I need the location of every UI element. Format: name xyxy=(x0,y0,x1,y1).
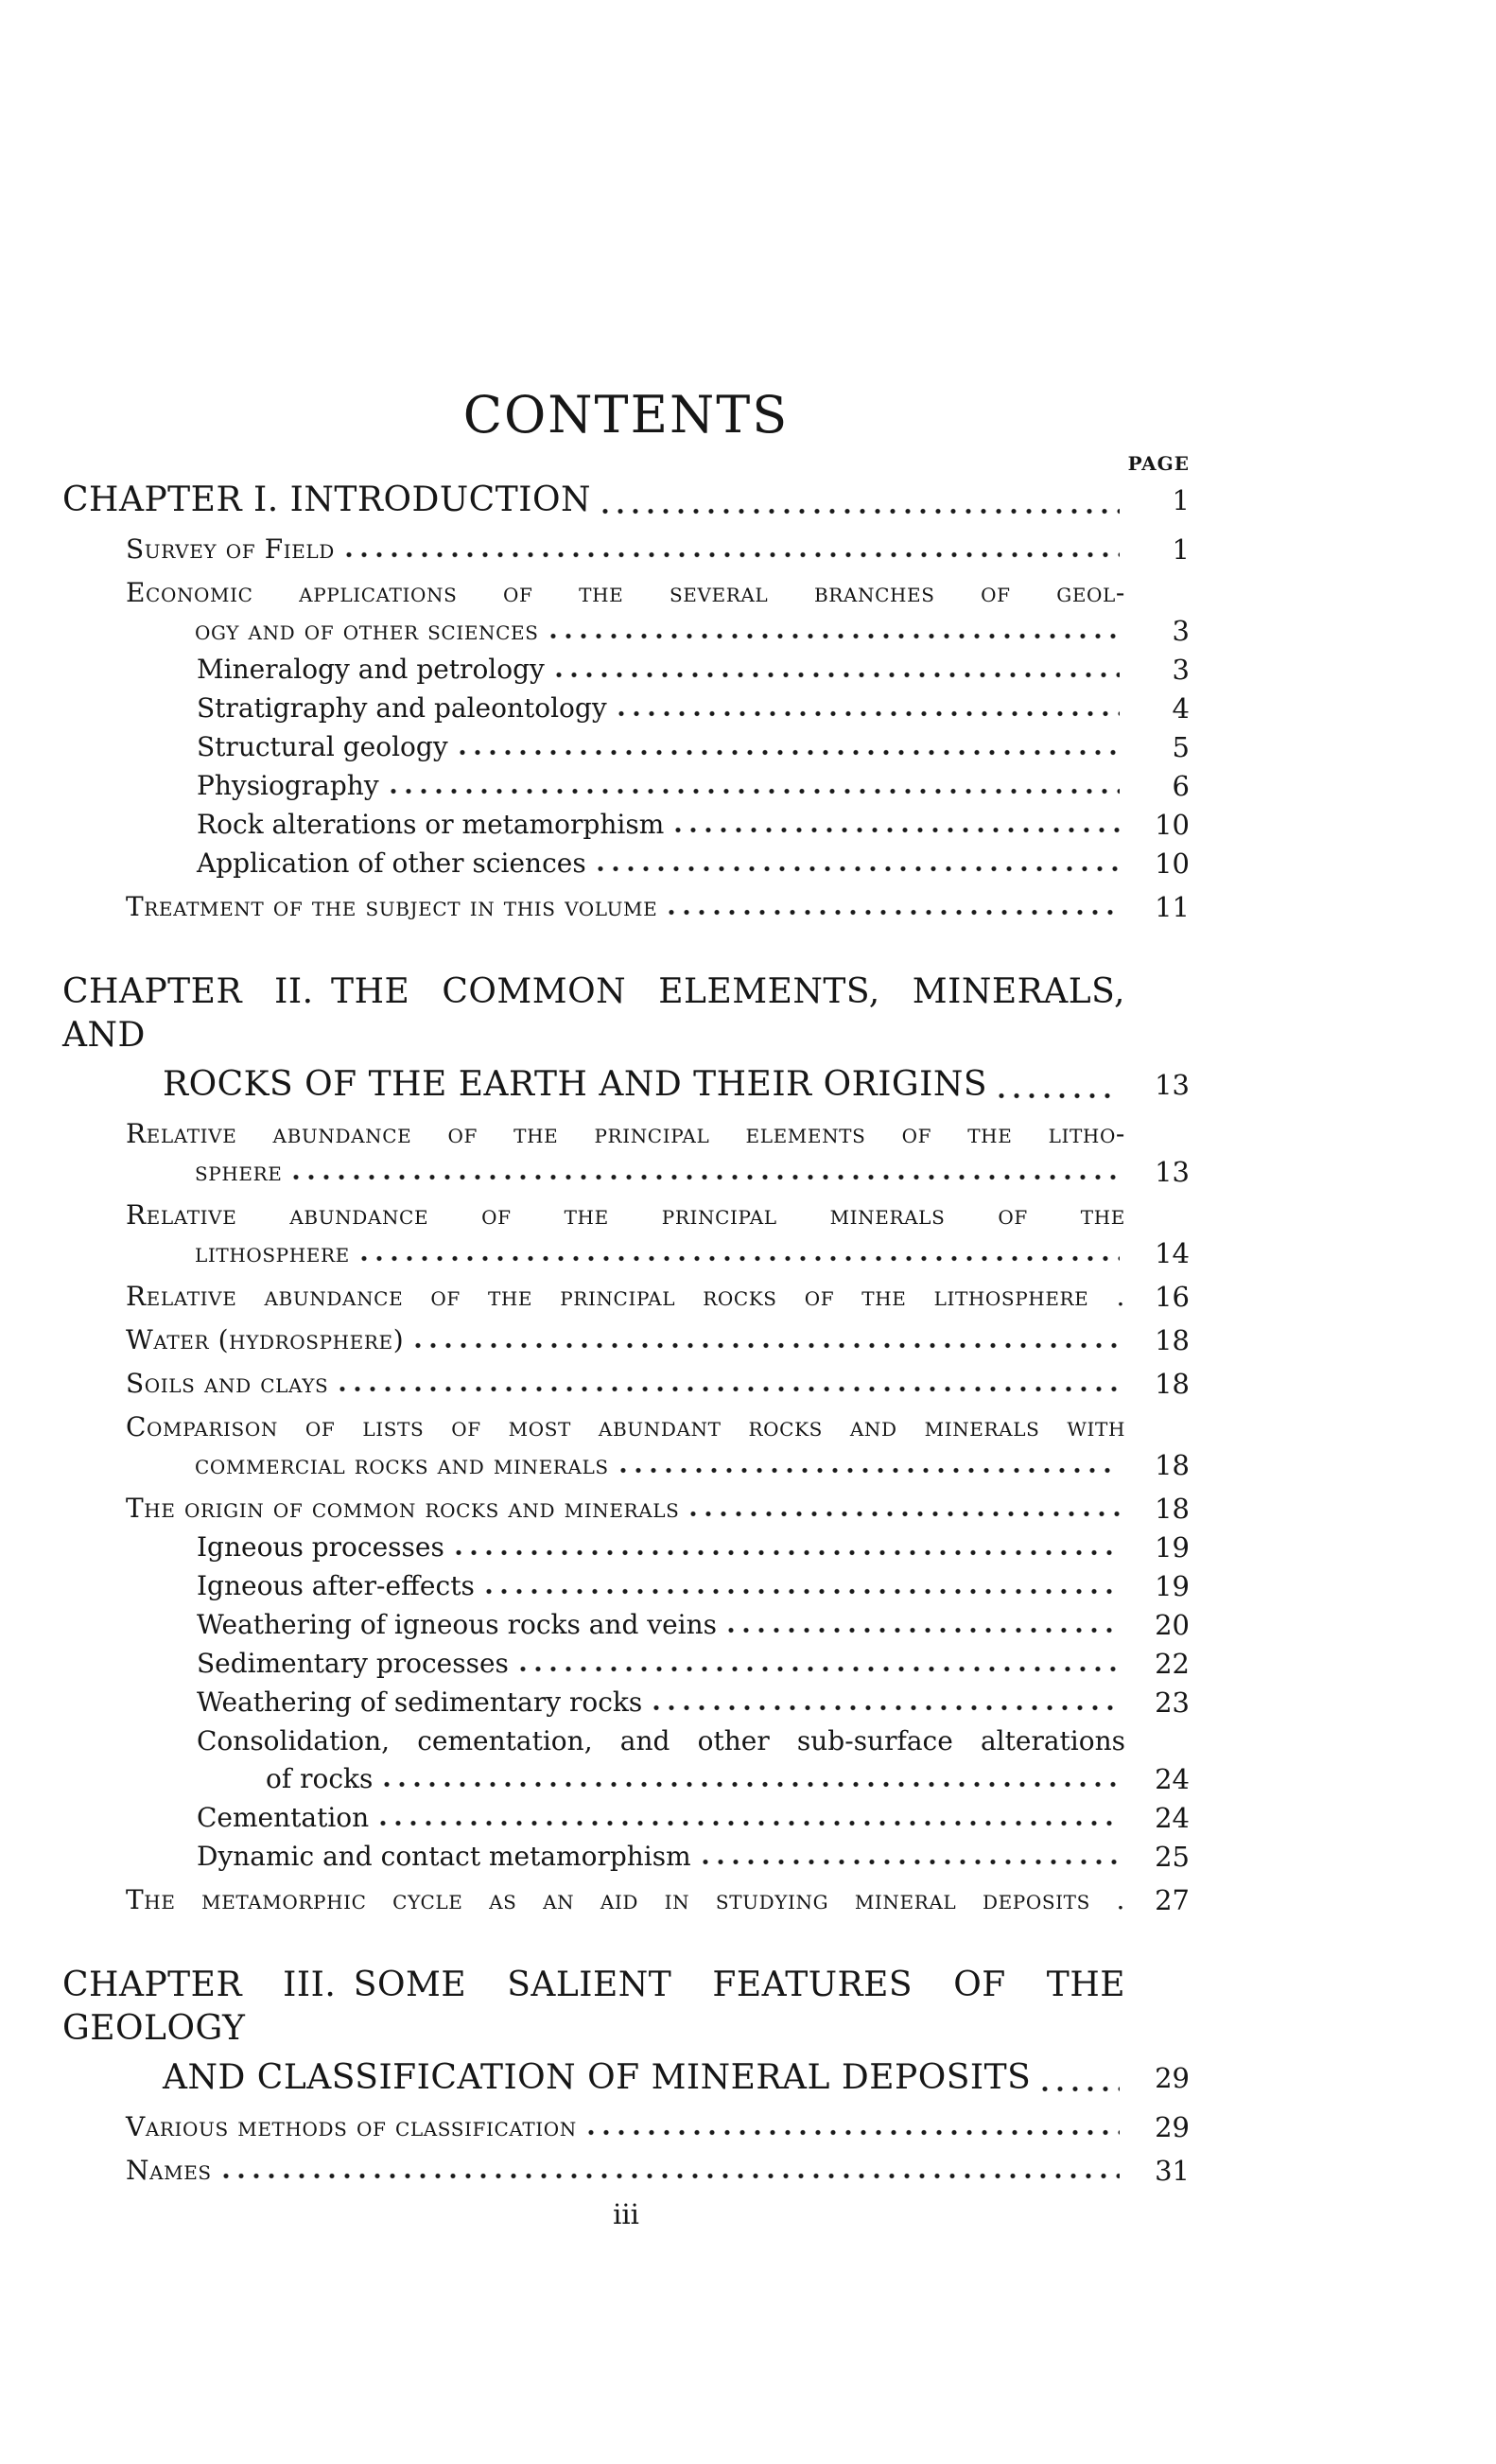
page-number: 18 xyxy=(1155,1368,1190,1400)
toc-entry-line xyxy=(62,1964,1190,2051)
toc-entry-line xyxy=(62,533,1190,566)
toc-entry-line xyxy=(62,848,1190,880)
page-number: 5 xyxy=(1172,731,1190,763)
page-number: 19 xyxy=(1155,1570,1190,1602)
dot-leader xyxy=(380,1819,1120,1827)
toc-entry-label: Dynamic and contact metamorphism xyxy=(197,1841,691,1872)
toc-entry-label: Igneous after-effects xyxy=(197,1570,475,1601)
page-number: 24 xyxy=(1155,1763,1190,1795)
toc-entry-label: ogy and of other sciences xyxy=(195,615,539,646)
toc-entry-label: Physiography xyxy=(197,770,379,801)
page-number: 29 xyxy=(1155,2062,1190,2094)
dot-leader xyxy=(486,1587,1120,1596)
page-number: 18 xyxy=(1155,1449,1190,1481)
dot-leader xyxy=(520,1665,1120,1673)
toc-entry-line xyxy=(62,1368,1190,1400)
toc-entry-line xyxy=(62,809,1190,841)
toc-entry-line xyxy=(62,654,1190,686)
toc-entry-label: AND CLASSIFICATION OF MINERAL DEPOSITS xyxy=(163,2058,1032,2097)
dot-leader xyxy=(1125,1223,1129,1232)
page-number: 13 xyxy=(1155,1069,1190,1101)
toc-entry-line xyxy=(62,1686,1190,1719)
toc-entry-line xyxy=(62,1493,1190,1525)
page-number: 18 xyxy=(1155,1493,1190,1525)
dot-leader xyxy=(384,1780,1120,1789)
toc-entry-label: CHAPTER III. SOME SALIENT FEATURES OF THE GEOLOGY xyxy=(62,1966,1125,2048)
toc-entry-label: Weathering of igneous rocks and veins xyxy=(197,1609,718,1640)
page-title: CONTENTS xyxy=(462,385,790,445)
page-number: 24 xyxy=(1155,1802,1190,1834)
toc-entry-line xyxy=(62,1725,1190,1757)
toc-entry-label: Mineralogy and petrology xyxy=(197,654,545,685)
toc-entry-label: Water (hydrosphere) xyxy=(126,1324,405,1355)
page-number: 25 xyxy=(1155,1841,1190,1873)
toc-entry-line xyxy=(62,1324,1190,1356)
page-column-label: PAGE xyxy=(1127,452,1190,475)
toc-entry-line xyxy=(62,1237,1190,1269)
toc-entry-line xyxy=(62,1063,1190,1107)
toc-entry-label: The origin of common rocks and minerals xyxy=(126,1493,680,1524)
toc-entry-line xyxy=(62,1156,1190,1188)
dot-leader xyxy=(620,1466,1120,1475)
toc-entry-label: CHAPTER I. INTRODUCTION xyxy=(62,481,591,519)
toc-entry-line xyxy=(62,1609,1190,1641)
toc-entry-line xyxy=(62,615,1190,647)
dot-leader xyxy=(1125,2042,1129,2051)
toc-entry-line xyxy=(62,891,1190,923)
toc-entry-label: sphere xyxy=(195,1156,283,1187)
page-number: 11 xyxy=(1155,891,1190,923)
page-number: 29 xyxy=(1155,2111,1190,2143)
toc-entry-label: Relative abundance of the principal elements of the litho- xyxy=(126,1118,1125,1149)
toc-entry-line xyxy=(62,1841,1190,1873)
toc-entry-line xyxy=(62,692,1190,725)
toc-entry-line xyxy=(62,2155,1190,2187)
dot-leader xyxy=(223,2172,1120,2180)
dot-leader xyxy=(1125,601,1129,609)
toc-entry-line xyxy=(62,1802,1190,1834)
dot-leader xyxy=(415,1341,1120,1350)
toc-entry-label: of rocks xyxy=(266,1763,374,1794)
toc-entry-line xyxy=(62,2111,1190,2143)
toc-entry-label: Various methods of classification xyxy=(126,2111,577,2142)
toc-entry-label: Soils and clays xyxy=(126,1368,329,1399)
toc-entry-line xyxy=(62,1531,1190,1564)
dot-leader xyxy=(1042,2085,1120,2093)
page-number: 1 xyxy=(1172,484,1190,516)
dot-leader xyxy=(339,1385,1120,1393)
dot-leader xyxy=(728,1626,1120,1634)
page-number: 3 xyxy=(1172,654,1190,686)
toc-entry-line xyxy=(62,1884,1190,1916)
page-number: 22 xyxy=(1155,1648,1190,1680)
toc-entry-line xyxy=(62,1449,1190,1481)
toc-entry-label: Survey of Field xyxy=(126,533,335,565)
toc-entry-line xyxy=(62,1648,1190,1680)
folio-page-number: iii xyxy=(613,2198,639,2230)
dot-leader xyxy=(456,1548,1120,1557)
page-number: 10 xyxy=(1155,848,1190,880)
toc-entry-line xyxy=(62,970,1190,1057)
toc-entry-line xyxy=(62,1570,1190,1602)
page-number: 23 xyxy=(1155,1686,1190,1719)
dot-leader xyxy=(653,1704,1120,1712)
page-number: 10 xyxy=(1155,809,1190,841)
dot-leader xyxy=(703,1858,1120,1866)
toc-entry-label: Rock alterations or metamorphism xyxy=(197,809,665,840)
toc-entry-label: Names xyxy=(126,2155,212,2186)
dot-leader xyxy=(550,632,1120,640)
page-number: 19 xyxy=(1155,1531,1190,1564)
page-number: 16 xyxy=(1155,1281,1190,1313)
toc-entry-label: Economic applications of the several branches of geol- xyxy=(126,577,1125,608)
toc-entry-label: Structural geology xyxy=(197,731,448,762)
dot-leader xyxy=(346,550,1120,559)
toc-entry-line xyxy=(62,770,1190,802)
toc-entry-label: Relative abundance of the principal minerals of the xyxy=(126,1199,1125,1231)
page-number: 6 xyxy=(1172,770,1190,802)
toc-entry-label: Comparison of lists of most abundant rocks and minerals with xyxy=(126,1411,1125,1442)
page-number: 1 xyxy=(1172,533,1190,566)
dot-leader xyxy=(556,671,1120,679)
dot-leader xyxy=(598,865,1120,873)
toc-entry-line xyxy=(62,731,1190,763)
page-number: 27 xyxy=(1155,1884,1190,1916)
dot-leader xyxy=(1125,1049,1129,1057)
dot-leader xyxy=(1125,1749,1129,1757)
toc-entry-line xyxy=(62,1411,1190,1443)
toc-entry-line xyxy=(62,479,1190,522)
toc-entry-label: Stratigraphy and paleontology xyxy=(197,692,607,724)
page-number: 3 xyxy=(1172,615,1190,647)
toc-entry-label: Consolidation, cementation, and other sub-surface alterations xyxy=(197,1725,1125,1756)
dot-leader xyxy=(361,1254,1120,1263)
dot-leader xyxy=(588,2128,1120,2137)
page-number: 13 xyxy=(1155,1156,1190,1188)
toc-entry-label: Application of other sciences xyxy=(197,848,586,879)
toc-entry-line xyxy=(62,1281,1190,1313)
toc-entry-line xyxy=(62,2056,1190,2100)
dot-leader xyxy=(999,1092,1120,1100)
contents-block xyxy=(62,385,1190,2230)
toc-entry-label: Relative abundance of the principal rocks of the lithosphere . xyxy=(126,1281,1125,1312)
dot-leader xyxy=(675,826,1120,834)
dot-leader xyxy=(602,507,1120,516)
toc-entry-line xyxy=(62,577,1190,609)
dot-leader xyxy=(293,1173,1120,1181)
dot-leader xyxy=(669,908,1120,917)
dot-leader xyxy=(690,1510,1120,1518)
toc-entry-label: Weathering of sedimentary rocks xyxy=(197,1686,643,1718)
dot-leader xyxy=(1125,1435,1129,1443)
toc-entry-label: commercial rocks and minerals xyxy=(195,1449,609,1480)
toc-entry-label: Igneous processes xyxy=(197,1531,444,1563)
toc-list xyxy=(62,479,1190,2187)
toc-entry-label: lithosphere xyxy=(195,1237,350,1268)
toc-entry-label: The metamorphic cycle as an aid in studying mineral deposits . xyxy=(126,1884,1125,1915)
page-number: 20 xyxy=(1155,1609,1190,1641)
toc-entry-label: ROCKS OF THE EARTH AND THEIR ORIGINS xyxy=(163,1065,988,1104)
toc-entry-label: CHAPTER II. THE COMMON ELEMENTS, MINERALS, AND xyxy=(62,972,1125,1055)
toc-entry-line xyxy=(62,1118,1190,1150)
dot-leader xyxy=(391,787,1120,795)
dot-leader xyxy=(460,748,1120,757)
page-number: 31 xyxy=(1155,2155,1190,2187)
toc-entry-line xyxy=(62,1763,1190,1795)
toc-entry-label: Cementation xyxy=(197,1802,370,1833)
toc-entry-label: Treatment of the subject in this volume xyxy=(126,891,658,922)
page-number: 4 xyxy=(1172,692,1190,725)
toc-entry-line xyxy=(62,1199,1190,1232)
page-number: 18 xyxy=(1155,1324,1190,1356)
dot-leader xyxy=(1125,1142,1129,1150)
toc-entry-label: Sedimentary processes xyxy=(197,1648,509,1679)
dot-leader xyxy=(618,709,1120,718)
page-number: 14 xyxy=(1155,1237,1190,1269)
